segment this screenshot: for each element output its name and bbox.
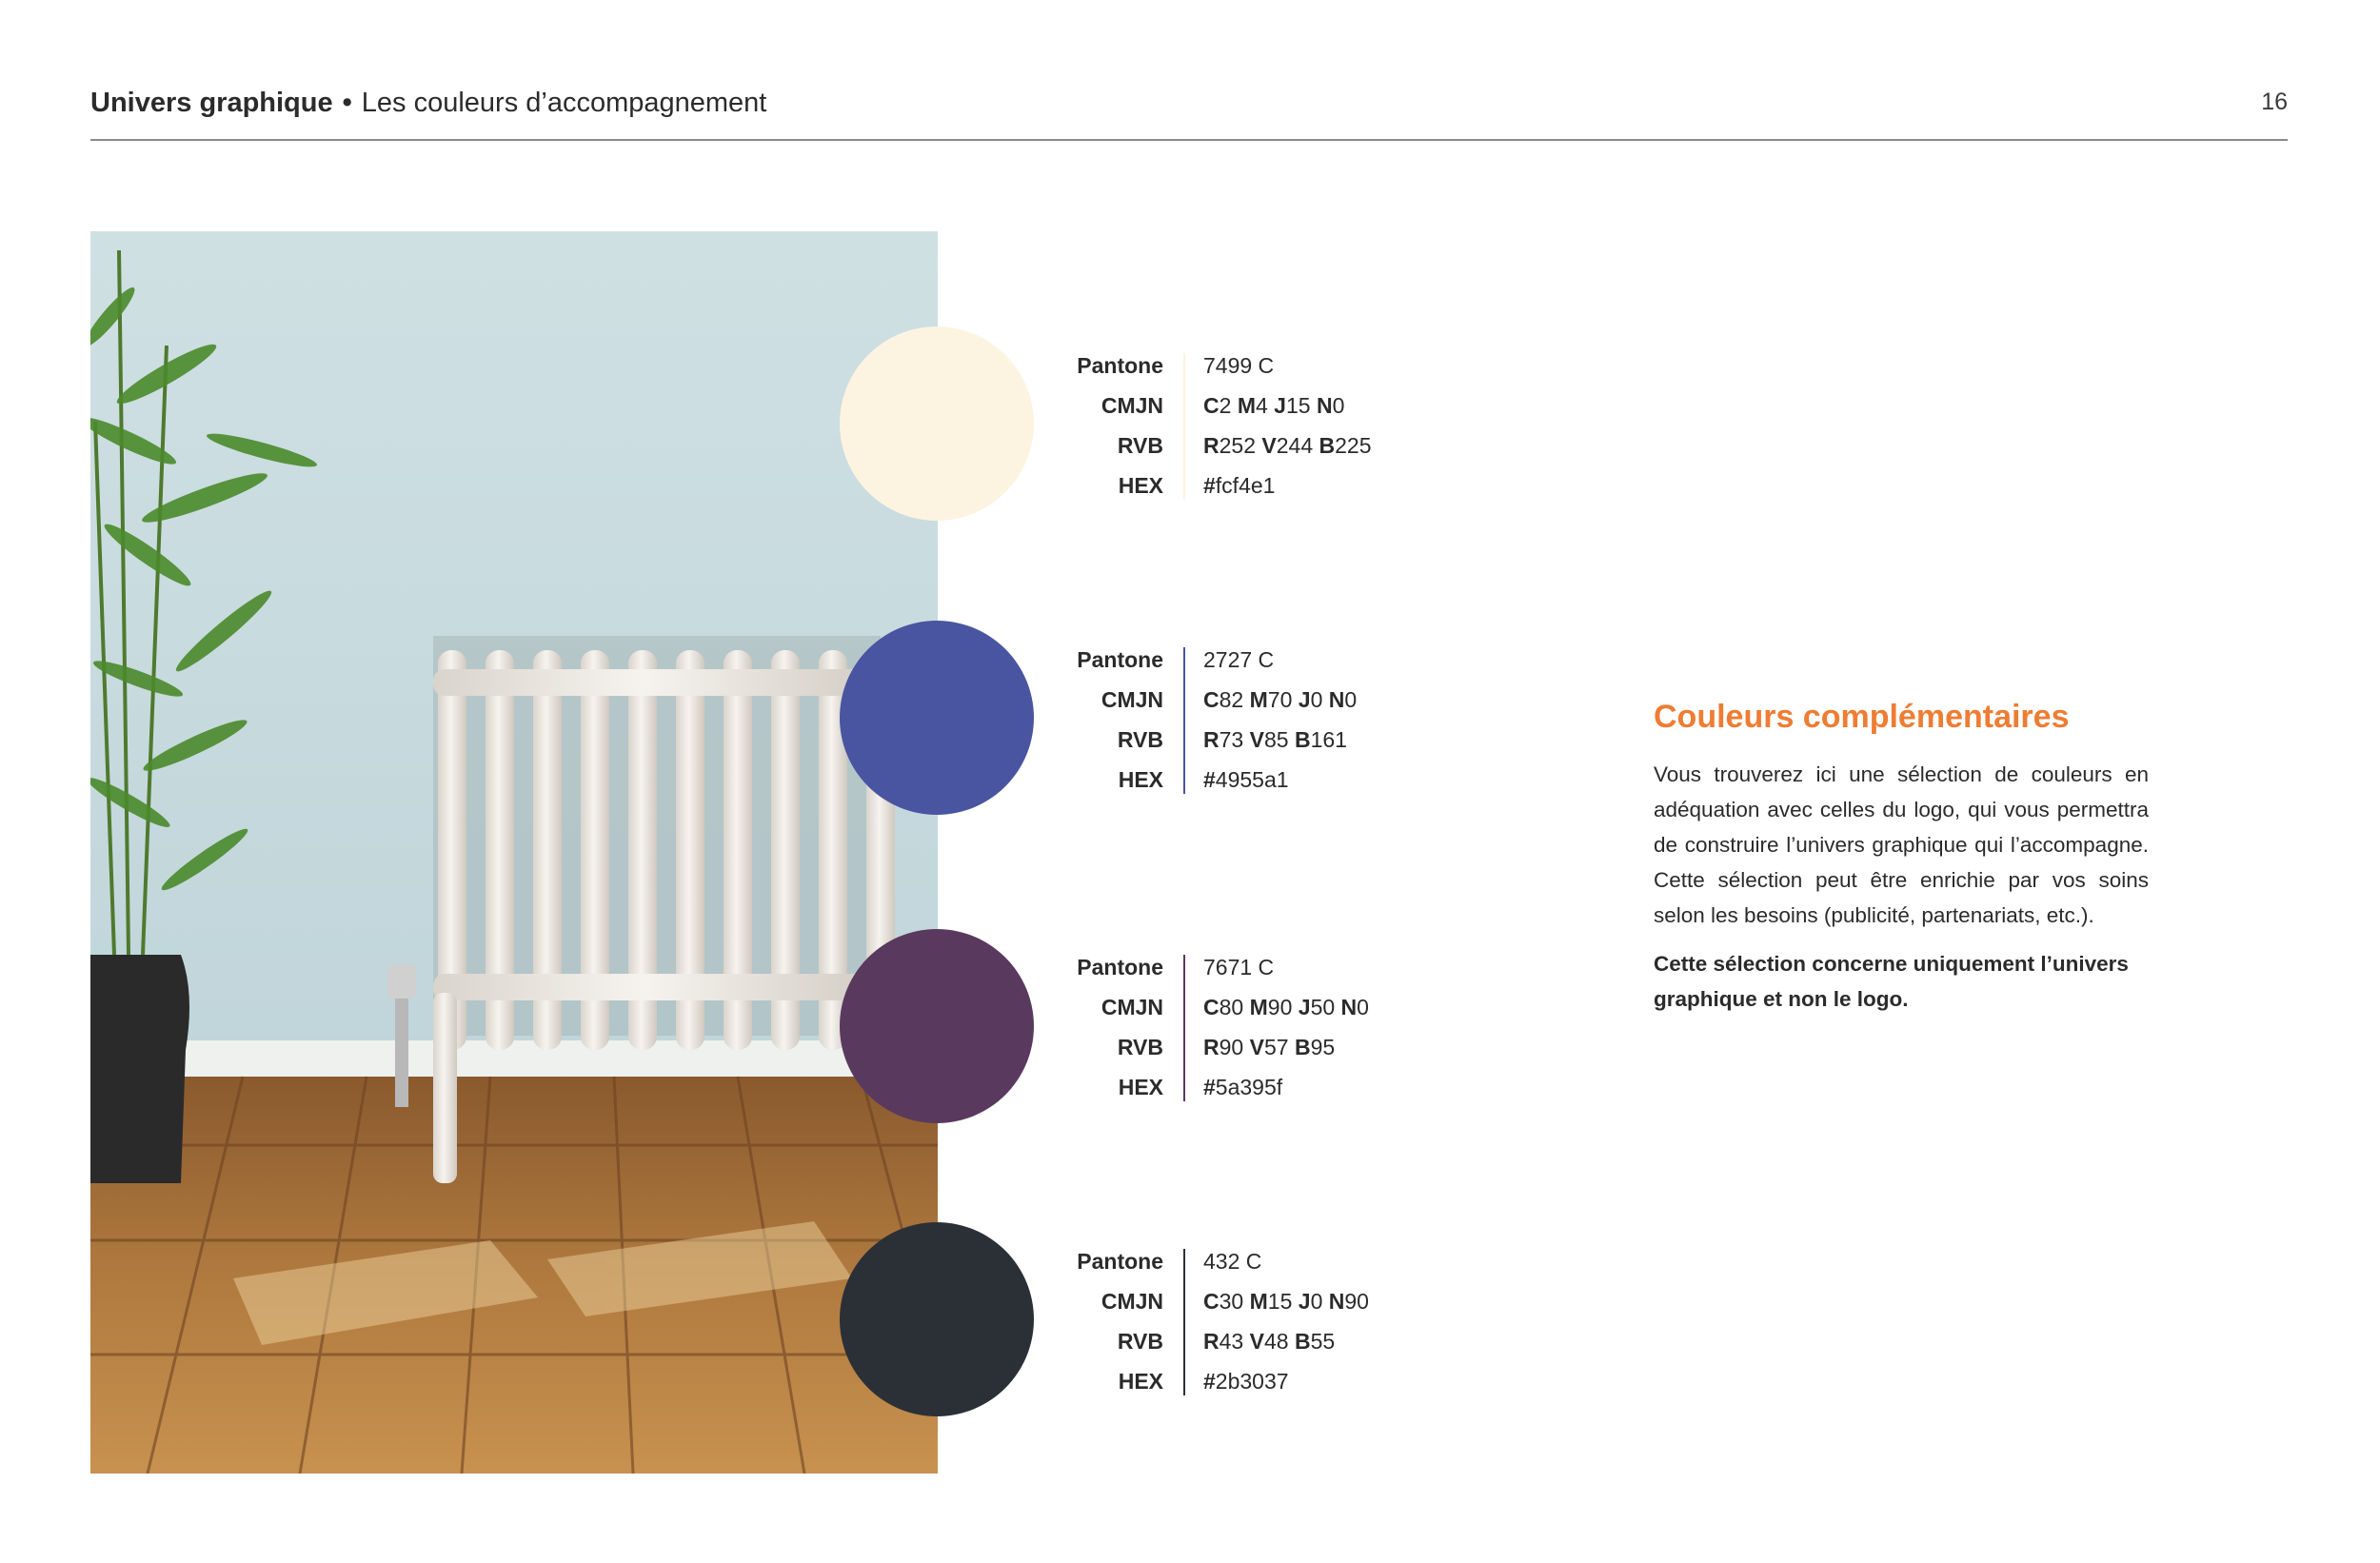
- info-heading: Couleurs complémentaires: [1654, 699, 2070, 735]
- pantone-label: Pantone: [1077, 955, 1163, 979]
- hex-row: [1047, 1067, 1447, 1107]
- color-swatch-purple: [840, 929, 1034, 1123]
- radiator-photo-illustration: [90, 231, 938, 1474]
- color-swatch-blue: [840, 621, 1034, 815]
- hex-label: HEX: [1118, 1075, 1163, 1099]
- cmjn-value: C30 M15 J0 N90: [1203, 1289, 1369, 1314]
- pantone-row: [1047, 346, 1447, 386]
- rvb-value: R43 V48 B55: [1203, 1329, 1336, 1354]
- color-spec-dark: [1047, 1241, 1447, 1401]
- hex-label: HEX: [1118, 473, 1163, 498]
- pantone-value: 7671 C: [1203, 955, 1275, 979]
- rvb-row: [1047, 720, 1447, 760]
- pantone-row: [1047, 947, 1447, 987]
- rvb-label: RVB: [1117, 1329, 1163, 1354]
- pantone-label: Pantone: [1077, 647, 1163, 672]
- pantone-value: 2727 C: [1203, 647, 1275, 672]
- hex-row: [1047, 1361, 1447, 1401]
- cmjn-label: CMJN: [1101, 995, 1163, 1019]
- complementary-colors-info: [1654, 699, 2149, 1030]
- rvb-label: RVB: [1117, 1035, 1163, 1059]
- hex-row: [1047, 760, 1447, 800]
- cmjn-value: C2 M4 J15 N0: [1203, 393, 1345, 418]
- info-paragraph: Vous trouverez ici une sélection de couleurs en adéquation avec celles du logo, qui vous permettra de construire l’univers graphique qui l’accompagne. Cette sélection peut être enrichie par vos soins selon les besoins (publicité, partenariats, etc.).: [1654, 762, 2149, 927]
- cmjn-row: [1047, 386, 1447, 425]
- pantone-row: [1047, 1241, 1447, 1281]
- cmjn-label: CMJN: [1101, 393, 1163, 418]
- pantone-value: 7499 C: [1203, 353, 1275, 378]
- hex-label: HEX: [1118, 1369, 1163, 1394]
- header-title: [90, 88, 766, 119]
- section-title: Univers graphique: [90, 88, 333, 118]
- hex-value: #fcf4e1: [1203, 473, 1276, 498]
- cmjn-row: [1047, 680, 1447, 720]
- color-swatch-cream: [840, 326, 1034, 521]
- cmjn-label: CMJN: [1101, 687, 1163, 712]
- pantone-label: Pantone: [1077, 353, 1163, 378]
- hex-label: HEX: [1118, 767, 1163, 792]
- pantone-value: 432 C: [1203, 1249, 1262, 1274]
- page-header: [90, 84, 2288, 141]
- hex-value: #5a395f: [1203, 1075, 1283, 1099]
- cmjn-label: CMJN: [1101, 1289, 1163, 1314]
- rvb-value: R73 V85 B161: [1203, 727, 1347, 752]
- color-spec-blue: [1047, 640, 1447, 800]
- rvb-value: R252 V244 B225: [1203, 433, 1372, 458]
- cmjn-value: C82 M70 J0 N0: [1203, 687, 1358, 712]
- color-spec-cream: [1047, 346, 1447, 505]
- section-subtitle: Les couleurs d’accompagnement: [361, 88, 767, 118]
- page-number: 16: [2261, 89, 2288, 115]
- interior-photo: [90, 231, 938, 1474]
- hex-value: #2b3037: [1203, 1369, 1289, 1394]
- color-swatch-dark: [840, 1222, 1034, 1416]
- rvb-label: RVB: [1117, 727, 1163, 752]
- hex-row: [1047, 465, 1447, 505]
- pantone-row: [1047, 640, 1447, 680]
- bullet-separator: •: [342, 88, 352, 118]
- cmjn-value: C80 M90 J50 N0: [1203, 995, 1369, 1019]
- cmjn-row: [1047, 1281, 1447, 1321]
- rvb-row: [1047, 1321, 1447, 1361]
- hex-value: #4955a1: [1203, 767, 1289, 792]
- rvb-row: [1047, 1027, 1447, 1067]
- pantone-label: Pantone: [1077, 1249, 1163, 1274]
- color-spec-purple: [1047, 947, 1447, 1107]
- cmjn-row: [1047, 987, 1447, 1027]
- rvb-label: RVB: [1117, 433, 1163, 458]
- rvb-value: R90 V57 B95: [1203, 1035, 1336, 1059]
- info-note: Cette sélection concerne uniquement l’univers graphique et non le logo.: [1654, 952, 2129, 1011]
- rvb-row: [1047, 425, 1447, 465]
